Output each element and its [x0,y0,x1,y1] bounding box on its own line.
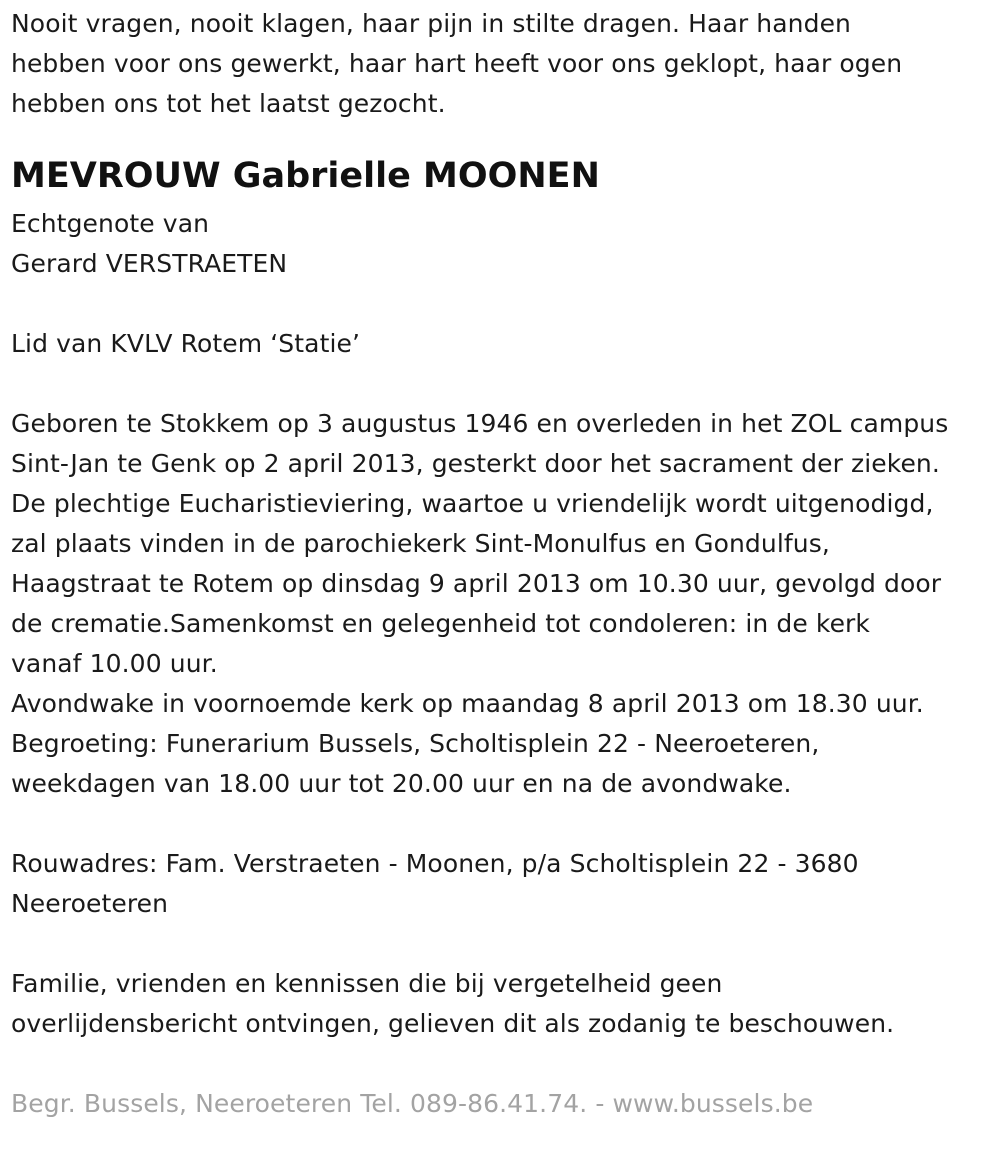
mourning-address [11,844,996,924]
spacer [11,124,996,148]
quote-line: hebben ons tot het laatst gezocht. [11,89,446,118]
details-line: zal plaats vinden in de parochiekerk Sint-Monulfus en Gondulfus, [11,529,830,558]
details-line: Avondwake in voornoemde kerk op maandag 8 april 2013 om 18.30 uur. [11,689,924,718]
details-line: Begroeting: Funerarium Bussels, Scholtisplein 22 - Neeroeteren, [11,729,820,758]
details-line: Geboren te Stokkem op 3 augustus 1946 en overleden in het ZOL campus [11,409,949,438]
details-line: vanaf 10.00 uur. [11,649,218,678]
notice-line: Familie, vrienden en kennissen die bij vergetelheid geen [11,969,723,998]
details-line: Haagstraat te Rotem op dinsdag 9 april 2013 om 10.30 uur, gevolgd door [11,569,942,598]
address-line: Neeroeteren [11,889,169,918]
deceased-name: MEVROUW Gabrielle MOONEN [11,156,600,196]
spacer [11,364,996,404]
membership-line: Lid van KVLV Rotem ‘Statie’ [11,329,361,358]
quote-line: hebben voor ons gewerkt, haar hart heeft voor ons geklopt, haar ogen [11,49,903,78]
spacer [11,284,996,324]
spacer [11,804,996,844]
spacer [11,924,996,964]
obituary-notice [11,4,996,1124]
funeral-details [11,404,996,804]
relation-label: Echtgenote van [11,209,210,238]
spacer [11,1044,996,1084]
funeral-home-footer: Begr. Bussels, Neeroeteren Tel. 089-86.41.74. - www.bussels.be [11,1089,814,1118]
spouse-name: Gerard VERSTRAETEN [11,249,288,278]
details-line: weekdagen van 18.00 uur tot 20.00 uur en na de avondwake. [11,769,792,798]
details-line: de crematie.Samenkomst en gelegenheid tot condoleren: in de kerk [11,609,871,638]
notice-line: overlijdensbericht ontvingen, gelieven dit als zodanig te beschouwen. [11,1009,895,1038]
opening-quote [11,4,996,124]
details-line: De plechtige Eucharistieviering, waartoe u vriendelijk wordt uitgenodigd, [11,489,934,518]
family-notice [11,964,996,1044]
address-line: Rouwadres: Fam. Verstraeten - Moonen, p/a Scholtisplein 22 - 3680 [11,849,859,878]
details-line: Sint-Jan te Genk op 2 april 2013, gesterkt door het sacrament der zieken. [11,449,940,478]
quote-line: Nooit vragen, nooit klagen, haar pijn in stilte dragen. Haar handen [11,9,852,38]
